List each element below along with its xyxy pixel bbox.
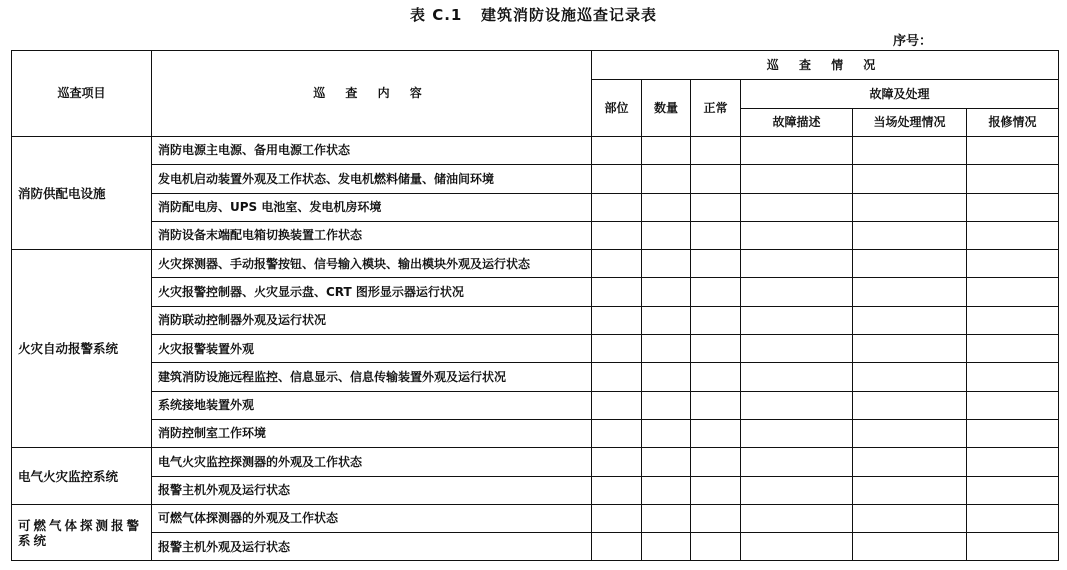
quantity-cell[interactable] — [642, 419, 691, 447]
repair-status-cell[interactable] — [967, 193, 1059, 221]
onsite-handling-cell[interactable] — [853, 137, 967, 165]
normal-cell[interactable] — [691, 250, 741, 278]
quantity-cell[interactable] — [642, 363, 691, 391]
position-cell[interactable] — [592, 363, 642, 391]
header-onsite-handling: 当场处理情况 — [853, 109, 967, 137]
normal-cell[interactable] — [691, 504, 741, 532]
inspection-content-cell: 消防设备末端配电箱切换装置工作状态 — [152, 221, 592, 249]
position-cell[interactable] — [592, 137, 642, 165]
onsite-handling-cell[interactable] — [853, 278, 967, 306]
header-inspection-item: 巡查项目 — [12, 51, 152, 137]
inspection-content-cell: 建筑消防设施远程监控、信息显示、信息传输装置外观及运行状况 — [152, 363, 592, 391]
quantity-cell[interactable] — [642, 335, 691, 363]
fault-description-cell[interactable] — [741, 165, 853, 193]
fault-description-cell[interactable] — [741, 306, 853, 334]
fault-description-cell[interactable] — [741, 250, 853, 278]
repair-status-cell[interactable] — [967, 504, 1059, 532]
table-row — [12, 221, 1059, 249]
category-cell: 可燃气体探测报警系统 — [12, 504, 152, 561]
position-cell[interactable] — [592, 448, 642, 476]
inspection-record-table — [11, 50, 1059, 561]
header-inspection-situation — [592, 51, 1059, 80]
table-row — [12, 533, 1059, 561]
table-row — [12, 335, 1059, 363]
normal-cell[interactable] — [691, 335, 741, 363]
inspection-content-cell: 可燃气体探测器的外观及工作状态 — [152, 504, 592, 532]
fault-description-cell[interactable] — [741, 391, 853, 419]
inspection-content-cell: 火灾报警控制器、火灾显示盘、CRT 图形显示器运行状况 — [152, 278, 592, 306]
position-cell[interactable] — [592, 193, 642, 221]
table-row — [12, 504, 1059, 532]
header-position: 部位 — [592, 80, 642, 137]
fault-description-cell[interactable] — [741, 278, 853, 306]
position-cell[interactable] — [592, 278, 642, 306]
fault-description-cell[interactable] — [741, 419, 853, 447]
category-cell: 火灾自动报警系统 — [12, 250, 152, 448]
repair-status-cell[interactable] — [967, 221, 1059, 249]
table-row — [12, 306, 1059, 334]
quantity-cell[interactable] — [642, 476, 691, 504]
quantity-cell[interactable] — [642, 278, 691, 306]
inspection-content-cell: 报警主机外观及运行状态 — [152, 476, 592, 504]
repair-status-cell[interactable] — [967, 533, 1059, 561]
repair-status-cell[interactable] — [967, 278, 1059, 306]
fault-description-cell[interactable] — [741, 476, 853, 504]
quantity-cell[interactable] — [642, 391, 691, 419]
table-row — [12, 137, 1059, 165]
table-row — [12, 250, 1059, 278]
repair-status-cell[interactable] — [967, 448, 1059, 476]
inspection-content-cell: 发电机启动装置外观及工作状态、发电机燃料储量、储油间环境 — [152, 165, 592, 193]
repair-status-cell[interactable] — [967, 165, 1059, 193]
quantity-cell[interactable] — [642, 306, 691, 334]
quantity-cell[interactable] — [642, 250, 691, 278]
onsite-handling-cell[interactable] — [853, 193, 967, 221]
header-normal: 正常 — [691, 80, 741, 137]
onsite-handling-cell[interactable] — [853, 448, 967, 476]
repair-status-cell[interactable] — [967, 476, 1059, 504]
fault-description-cell[interactable] — [741, 448, 853, 476]
fault-description-cell[interactable] — [741, 533, 853, 561]
position-cell[interactable] — [592, 476, 642, 504]
repair-status-cell[interactable] — [967, 306, 1059, 334]
normal-cell[interactable] — [691, 363, 741, 391]
header-inspection-content — [152, 51, 592, 137]
position-cell[interactable] — [592, 504, 642, 532]
inspection-content-cell: 消防电源主电源、备用电源工作状态 — [152, 137, 592, 165]
quantity-cell[interactable] — [642, 221, 691, 249]
table-row — [12, 419, 1059, 447]
table-row — [12, 363, 1059, 391]
fault-description-cell[interactable] — [741, 221, 853, 249]
normal-cell[interactable] — [691, 221, 741, 249]
table-row — [12, 193, 1059, 221]
position-cell[interactable] — [592, 391, 642, 419]
position-cell[interactable] — [592, 165, 642, 193]
table-row — [12, 476, 1059, 504]
repair-status-cell[interactable] — [967, 137, 1059, 165]
inspection-content-cell: 消防配电房、UPS 电池室、发电机房环境 — [152, 193, 592, 221]
position-cell[interactable] — [592, 221, 642, 249]
fault-description-cell[interactable] — [741, 363, 853, 391]
position-cell[interactable] — [592, 419, 642, 447]
quantity-cell[interactable] — [642, 448, 691, 476]
category-cell: 消防供配电设施 — [12, 137, 152, 250]
fault-description-cell[interactable] — [741, 137, 853, 165]
onsite-handling-cell[interactable] — [853, 533, 967, 561]
header-fault-handling: 故障及处理 — [741, 80, 1059, 109]
onsite-handling-cell[interactable] — [853, 165, 967, 193]
inspection-content-cell: 电气火灾监控探测器的外观及工作状态 — [152, 448, 592, 476]
onsite-handling-cell[interactable] — [853, 221, 967, 249]
header-inspection-content-text: 巡 查 内 容 — [313, 86, 430, 101]
normal-cell[interactable] — [691, 137, 741, 165]
inspection-content-cell: 报警主机外观及运行状态 — [152, 533, 592, 561]
inspection-content-cell: 消防控制室工作环境 — [152, 419, 592, 447]
onsite-handling-cell[interactable] — [853, 476, 967, 504]
header-repair-status: 报修情况 — [967, 109, 1059, 137]
table-row — [12, 391, 1059, 419]
normal-cell[interactable] — [691, 476, 741, 504]
repair-status-cell[interactable] — [967, 335, 1059, 363]
quantity-cell[interactable] — [642, 193, 691, 221]
inspection-content-cell: 火灾报警装置外观 — [152, 335, 592, 363]
onsite-handling-cell[interactable] — [853, 391, 967, 419]
position-cell[interactable] — [592, 306, 642, 334]
category-cell: 电气火灾监控系统 — [12, 448, 152, 505]
inspection-content-cell: 火灾探测器、手动报警按钮、信号输入模块、输出模块外观及运行状态 — [152, 250, 592, 278]
onsite-handling-cell[interactable] — [853, 306, 967, 334]
normal-cell[interactable] — [691, 306, 741, 334]
onsite-handling-cell[interactable] — [853, 363, 967, 391]
header-fault-description: 故障描述 — [741, 109, 853, 137]
table-title: 表 C.1 建筑消防设施巡查记录表 — [409, 6, 658, 24]
normal-cell[interactable] — [691, 165, 741, 193]
normal-cell[interactable] — [691, 448, 741, 476]
normal-cell[interactable] — [691, 533, 741, 561]
quantity-cell[interactable] — [642, 165, 691, 193]
header-inspection-situation-text: 巡 查 情 况 — [766, 57, 884, 72]
table-row — [12, 165, 1059, 193]
inspection-content-cell: 系统接地装置外观 — [152, 391, 592, 419]
normal-cell[interactable] — [691, 391, 741, 419]
fault-description-cell[interactable] — [741, 335, 853, 363]
table-row — [12, 278, 1059, 306]
position-cell[interactable] — [592, 533, 642, 561]
fault-description-cell[interactable] — [741, 504, 853, 532]
header-quantity: 数量 — [642, 80, 691, 137]
serial-number-label: 序号： — [893, 34, 933, 49]
repair-status-cell[interactable] — [967, 419, 1059, 447]
quantity-cell[interactable] — [642, 533, 691, 561]
onsite-handling-cell[interactable] — [853, 504, 967, 532]
normal-cell[interactable] — [691, 419, 741, 447]
onsite-handling-cell[interactable] — [853, 250, 967, 278]
repair-status-cell[interactable] — [967, 363, 1059, 391]
position-cell[interactable] — [592, 335, 642, 363]
fault-description-cell[interactable] — [741, 193, 853, 221]
normal-cell[interactable] — [691, 193, 741, 221]
normal-cell[interactable] — [691, 278, 741, 306]
inspection-content-cell: 消防联动控制器外观及运行状况 — [152, 306, 592, 334]
onsite-handling-cell[interactable] — [853, 335, 967, 363]
repair-status-cell[interactable] — [967, 391, 1059, 419]
position-cell[interactable] — [592, 250, 642, 278]
table-row — [12, 448, 1059, 476]
quantity-cell[interactable] — [642, 504, 691, 532]
quantity-cell[interactable] — [642, 137, 691, 165]
repair-status-cell[interactable] — [967, 250, 1059, 278]
onsite-handling-cell[interactable] — [853, 419, 967, 447]
